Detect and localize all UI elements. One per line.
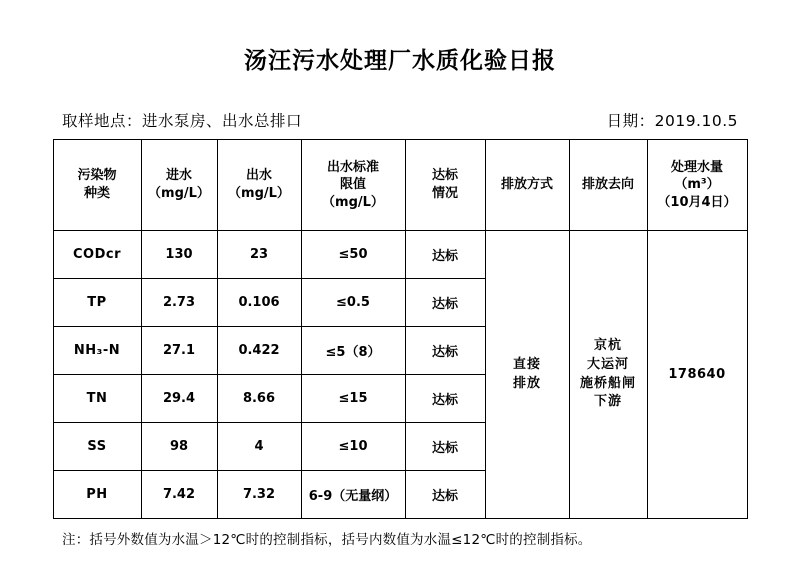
- header-treated-volume: [647, 140, 747, 231]
- cell-effluent: 23: [217, 231, 301, 279]
- cell-influent: 2.73: [141, 279, 217, 327]
- cell-influent: 27.1: [141, 327, 217, 375]
- header-discharge-destination: 排放去向: [569, 140, 647, 231]
- cell-standard: ≤50: [301, 231, 405, 279]
- discharge-destination-line1: 京杭: [593, 337, 622, 353]
- cell-standard: ≤5（8）: [301, 327, 405, 375]
- cell-compliance: 达标: [405, 231, 485, 279]
- header-pollutant: [53, 140, 141, 231]
- cell-discharge-destination: [569, 231, 647, 519]
- table-header-row: [53, 140, 747, 231]
- cell-pollutant: CODcr: [53, 231, 141, 279]
- cell-standard: ≤15: [301, 375, 405, 423]
- header-effluent-line1: 出水: [245, 168, 272, 184]
- header-influent: [141, 140, 217, 231]
- table-row: [53, 231, 747, 279]
- page-title: 汤汪污水处理厂水质化验日报: [244, 48, 556, 74]
- cell-compliance: 达标: [405, 279, 485, 327]
- cell-pollutant: TN: [53, 375, 141, 423]
- header-standard: [301, 140, 405, 231]
- cell-standard: ≤10: [301, 423, 405, 471]
- table-footnote: 注：括号外数值为水温＞12℃时的控制指标，括号内数值为水温≤12℃时的控制指标。: [62, 532, 592, 548]
- cell-effluent: 8.66: [217, 375, 301, 423]
- header-treated-volume-line3: （10月4日）: [657, 194, 737, 210]
- cell-compliance: 达标: [405, 471, 485, 519]
- cell-influent: 130: [141, 231, 217, 279]
- cell-standard: ≤0.5: [301, 279, 405, 327]
- header-effluent-line2: （mg/L）: [228, 186, 290, 201]
- header-effluent: [217, 140, 301, 231]
- water-quality-table: [53, 139, 748, 519]
- cell-effluent: 0.422: [217, 327, 301, 375]
- header-compliance-line1: 达标: [431, 168, 458, 184]
- header-treated-volume-line2: （m³）: [674, 177, 720, 193]
- cell-compliance: 达标: [405, 423, 485, 471]
- cell-influent: 7.42: [141, 471, 217, 519]
- discharge-method-line1: 直接: [512, 356, 541, 372]
- cell-discharge-method: [485, 231, 569, 519]
- cell-compliance: 达标: [405, 375, 485, 423]
- cell-effluent: 7.32: [217, 471, 301, 519]
- cell-pollutant: SS: [53, 423, 141, 471]
- cell-treated-volume: 178640: [647, 231, 747, 519]
- header-compliance: [405, 140, 485, 231]
- cell-effluent: 0.106: [217, 279, 301, 327]
- discharge-method-line2: 排放: [512, 375, 541, 391]
- cell-influent: 98: [141, 423, 217, 471]
- sampling-location: 取样地点：进水泵房、出水总排口: [62, 112, 303, 130]
- cell-standard: 6-9（无量纲）: [301, 471, 405, 519]
- cell-pollutant: NH₃-N: [53, 327, 141, 375]
- report-subheader: [62, 109, 738, 131]
- header-influent-line2: （mg/L）: [148, 186, 210, 201]
- header-pollutant-line2: 种类: [83, 186, 110, 201]
- report-date: 日期：2019.10.5: [606, 112, 738, 130]
- cell-compliance: 达标: [405, 327, 485, 375]
- header-pollutant-line1: 污染物: [77, 168, 117, 184]
- discharge-destination-line3: 施桥船闸: [579, 375, 636, 391]
- header-standard-line2: 限值: [339, 177, 366, 193]
- header-standard-line1: 出水标准: [326, 159, 379, 175]
- discharge-destination-line4: 下游: [593, 394, 622, 410]
- cell-effluent: 4: [217, 423, 301, 471]
- header-compliance-line2: 情况: [431, 186, 458, 201]
- cell-pollutant: TP: [53, 279, 141, 327]
- cell-pollutant: PH: [53, 471, 141, 519]
- header-treated-volume-line1: 处理水量: [670, 159, 723, 175]
- header-discharge-method: 排放方式: [485, 140, 569, 231]
- header-standard-line3: （mg/L）: [322, 194, 384, 210]
- cell-influent: 29.4: [141, 375, 217, 423]
- discharge-destination-line2: 大运河: [586, 356, 629, 372]
- header-influent-line1: 进水: [165, 168, 192, 184]
